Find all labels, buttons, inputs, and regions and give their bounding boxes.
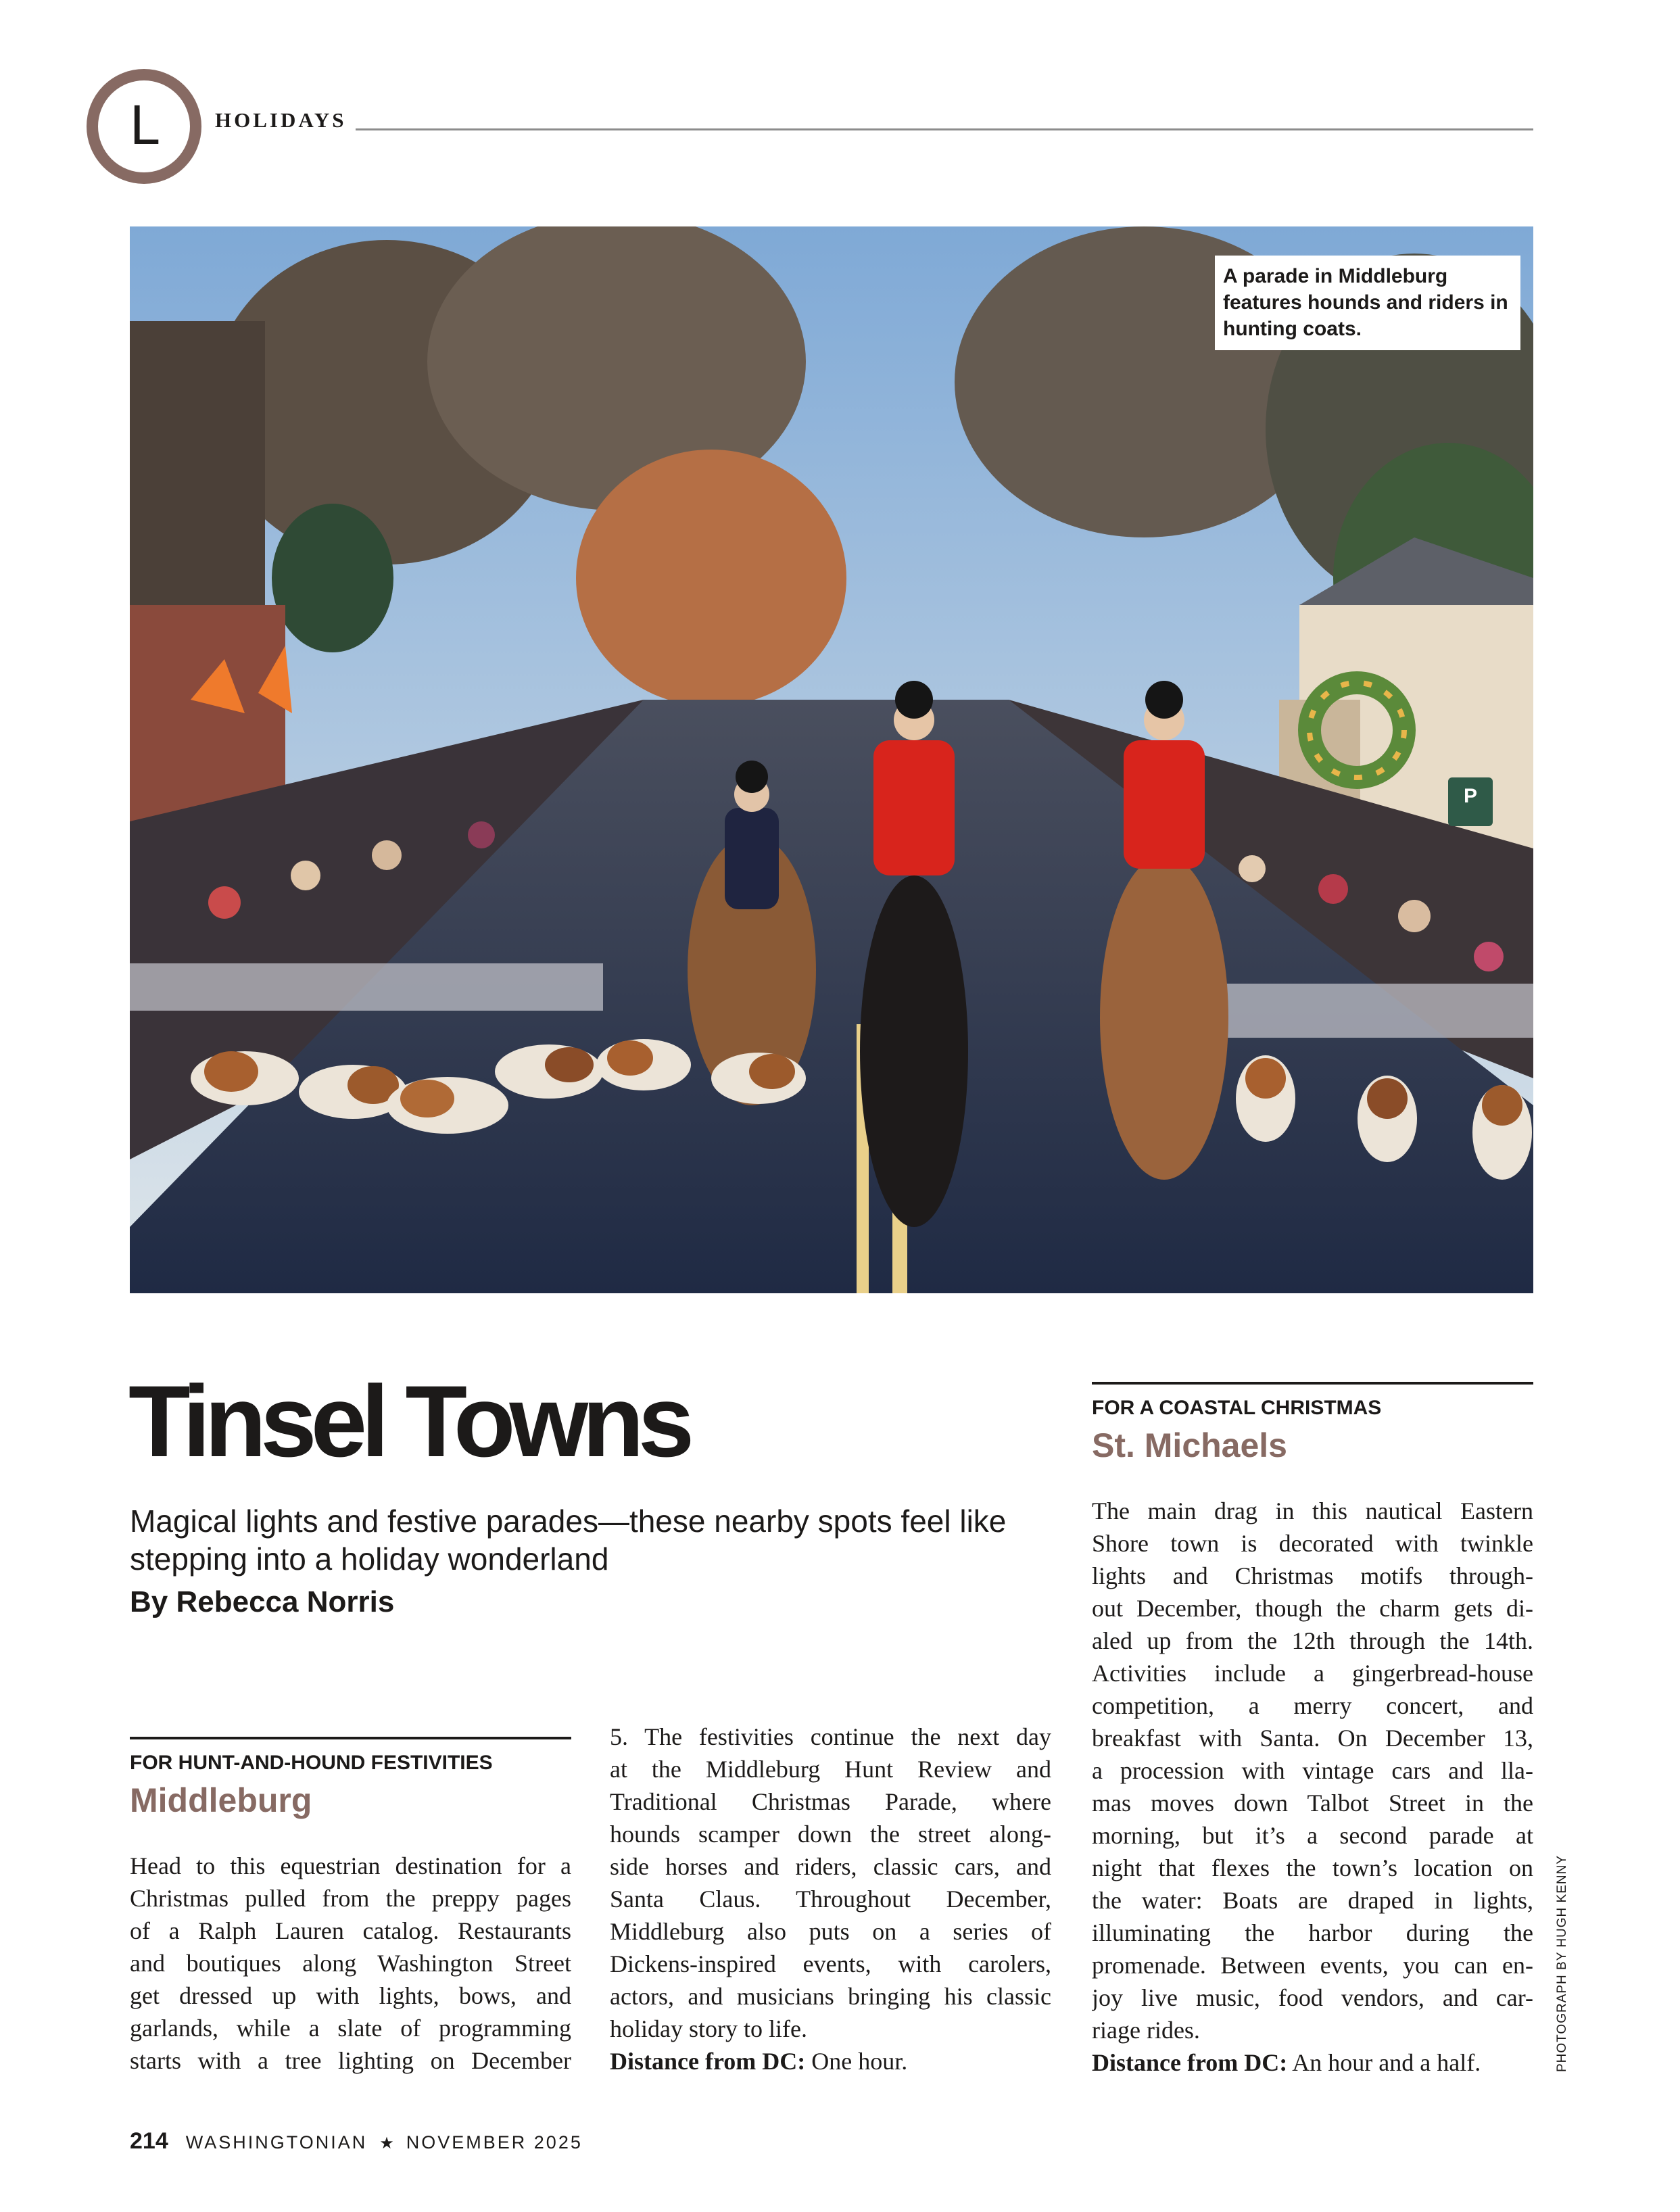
distance-value: One hour. bbox=[811, 2048, 908, 2075]
body-line: lights and Christmas motifs through- bbox=[1092, 1562, 1533, 1589]
issue-date: NOVEMBER 2025 bbox=[406, 2132, 583, 2153]
byline: By Rebecca Norris bbox=[130, 1585, 395, 1618]
middleburg-distance bbox=[610, 2045, 1051, 2077]
body-line: mas moves down Talbot Street in the bbox=[1092, 1789, 1533, 1817]
body-line: The main drag in this nautical Eastern bbox=[1092, 1497, 1533, 1524]
body-line: Middleburg also puts on a series of bbox=[610, 1918, 1051, 1945]
body-line: illuminating the harbor during the bbox=[1092, 1919, 1533, 1946]
body-line: garlands, while a slate of programming bbox=[130, 2015, 571, 2042]
body-line: 5. The festivities continue the next day bbox=[610, 1723, 1051, 1750]
photo-caption: A parade in Middleburg features hounds and riders in hunting coats. bbox=[1215, 256, 1520, 350]
dek: Magical lights and festive parades—these nearby spots feel like stepping into a holiday wonderland bbox=[130, 1504, 1007, 1577]
headline: Tinsel Towns bbox=[128, 1364, 689, 1478]
star-icon: ★ bbox=[379, 2134, 394, 2153]
section-badge-letter: L bbox=[129, 96, 159, 157]
middleburg-title: Middleburg bbox=[130, 1781, 312, 1819]
body-line: competition, a merry concert, and bbox=[1092, 1692, 1533, 1719]
st-michaels-distance bbox=[1092, 2046, 1533, 2079]
body-line: Santa Claus. Throughout December, bbox=[610, 1885, 1051, 1913]
middleburg-col1 bbox=[130, 1850, 571, 2077]
body-line: holiday story to life. bbox=[610, 2015, 807, 2042]
body-line: promenade. Between events, you can en- bbox=[1092, 1952, 1533, 1979]
parade-illustration bbox=[130, 226, 1533, 1293]
st-michaels-title: St. Michaels bbox=[1092, 1426, 1287, 1464]
body-line: get dressed up with lights, bows, and bbox=[130, 1982, 571, 2009]
middleburg-kicker: FOR HUNT-AND-HOUND FESTIVITIES bbox=[130, 1752, 493, 1774]
body-line: Traditional Christmas Parade, where bbox=[610, 1788, 1051, 1815]
middleburg-rule bbox=[130, 1737, 571, 1739]
body-line: side horses and riders, classic cars, and bbox=[610, 1853, 1051, 1880]
body-line: Activities include a gingerbread-house bbox=[1092, 1660, 1533, 1687]
section-badge bbox=[87, 69, 201, 184]
body-line: at the Middleburg Hunt Review and bbox=[610, 1756, 1051, 1783]
body-line: actors, and musicians bringing his classic bbox=[610, 1983, 1051, 2010]
magazine-name: WASHINGTONIAN bbox=[185, 2132, 368, 2153]
body-line: Shore town is decorated with twinkle bbox=[1092, 1530, 1533, 1557]
body-line: Christmas pulled from the preppy pages bbox=[130, 1885, 571, 1912]
parking-sign-letter: P bbox=[1463, 785, 1478, 807]
page-number: 214 bbox=[130, 2128, 168, 2154]
body-line: Dickens-inspired events, with carolers, bbox=[610, 1950, 1051, 1977]
body-line: hounds scamper down the street along- bbox=[610, 1821, 1051, 1848]
body-line: of a Ralph Lauren catalog. Restaurants bbox=[130, 1917, 571, 1944]
st-michaels-col bbox=[1092, 1495, 1533, 2079]
st-michaels-rule bbox=[1092, 1382, 1533, 1385]
middleburg-col2 bbox=[610, 1721, 1051, 2077]
distance-label: Distance from DC: bbox=[610, 2048, 806, 2075]
body-line: breakfast with Santa. On December 13, bbox=[1092, 1725, 1533, 1752]
body-line: morning, but it’s a second parade at bbox=[1092, 1822, 1533, 1849]
hero-photo bbox=[130, 226, 1533, 1293]
body-line: starts with a tree lighting on December bbox=[130, 2047, 571, 2074]
body-line: joy live music, food vendors, and car- bbox=[1092, 1984, 1533, 2011]
body-line: the water: Boats are draped in lights, bbox=[1092, 1887, 1533, 1914]
body-line: a procession with vintage cars and lla- bbox=[1092, 1757, 1533, 1784]
distance-value: An hour and a half. bbox=[1292, 2049, 1481, 2076]
body-line: out December, though the charm gets di- bbox=[1092, 1595, 1533, 1622]
st-michaels-kicker: FOR A COASTAL CHRISTMAS bbox=[1092, 1397, 1382, 1419]
section-rule bbox=[356, 128, 1533, 130]
body-line: and boutiques along Washington Street bbox=[130, 1950, 571, 1977]
body-line: night that flexes the town’s location on bbox=[1092, 1854, 1533, 1881]
body-line: riage rides. bbox=[1092, 2017, 1200, 2044]
section-label: HOLIDAYS bbox=[215, 108, 347, 132]
body-line: Head to this equestrian destination for a bbox=[130, 1852, 571, 1879]
distance-label: Distance from DC: bbox=[1092, 2049, 1288, 2076]
photo-credit: PHOTOGRAPH BY HUGH KENNY bbox=[1555, 1854, 1569, 2072]
folio bbox=[130, 2128, 583, 2155]
body-line: aled up from the 12th through the 14th. bbox=[1092, 1627, 1533, 1654]
